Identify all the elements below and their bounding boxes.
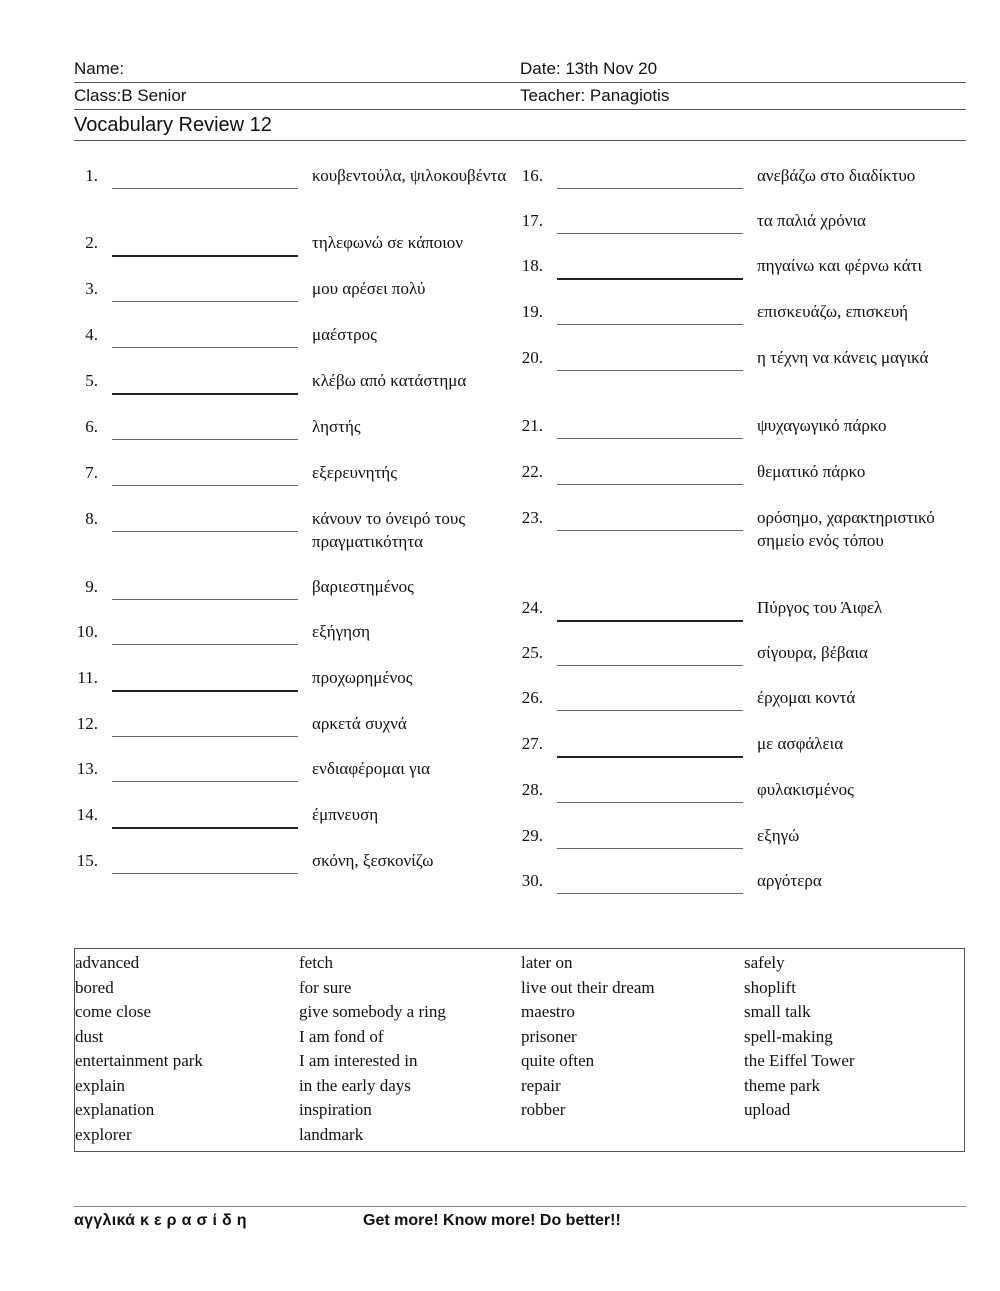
answer-blank[interactable] [112,690,298,692]
word-bank-entry: later on [521,953,573,972]
question-item [519,461,959,507]
name-label: Name: [74,59,125,78]
question-number: 23. [521,508,543,527]
question-item [519,779,959,825]
answer-blank[interactable] [112,485,298,486]
question-number: 25. [521,643,543,662]
question-number: 12. [76,714,98,733]
question-item [74,370,514,416]
question-number: 14. [76,805,98,824]
question-item [74,804,514,850]
question-item [74,324,514,370]
question-number: 16. [521,166,543,185]
question-item [74,278,514,324]
question-item [74,758,514,804]
greek-definition: ενδιαφέρομαι για [312,759,431,778]
greek-definition: προχωρημένος [312,668,413,687]
question-number: 20. [521,348,543,367]
question-item [519,255,959,301]
answer-blank[interactable] [112,347,298,348]
word-bank-entry: theme park [744,1075,820,1095]
question-number: 9. [85,577,98,596]
word-bank [74,948,965,1152]
question-item [519,165,959,210]
question-item [74,232,514,278]
header-row-name-date [74,56,966,83]
question-number: 18. [521,256,543,275]
word-bank-entry: dust [75,1026,104,1046]
question-item [74,165,514,232]
greek-definition: έμπνευση [312,805,379,824]
question-number: 7. [85,463,98,482]
question-item [74,850,514,896]
answer-blank[interactable] [557,848,743,849]
greek-definition: θεματικό πάρκο [757,462,866,481]
answer-blank[interactable] [112,644,298,645]
class-label: Class:B Senior [74,86,187,105]
question-number: 11. [77,668,98,687]
question-number: 5. [85,371,98,390]
question-item [74,508,514,576]
question-item [519,210,959,255]
answer-blank[interactable] [557,530,743,531]
greek-definition: κουβεντούλα, ψιλοκουβέντα [312,166,507,185]
question-item [519,687,959,733]
left-question-column [74,165,514,896]
word-bank-entry: quite often [521,1051,595,1070]
word-bank-entry: entertainment park [75,1051,203,1070]
question-number: 24. [521,598,543,617]
word-bank-entry: I am fond of [299,1026,384,1046]
greek-definition: σίγουρα, βέβαια [757,643,868,662]
greek-definition: η τέχνη να κάνεις μαγικά [757,348,929,367]
question-number: 19. [521,302,543,321]
answer-blank[interactable] [112,531,298,532]
footer-brand: αγγλικά κ ε ρ α σ ί δ η [74,1212,247,1229]
word-bank-entry: I am interested in [299,1051,418,1070]
question-number: 3. [85,279,98,298]
question-item [74,713,514,758]
question-number: 26. [521,688,543,707]
question-number: 17. [521,211,543,230]
word-bank-entry: upload [744,1100,791,1119]
question-number: 4. [85,325,98,344]
greek-definition: τα παλιά χρόνια [757,211,866,230]
question-number: 27. [521,734,543,753]
question-item [519,825,959,870]
word-bank-entry: advanced [75,953,140,972]
answer-blank[interactable] [557,756,743,758]
answer-blank[interactable] [557,233,743,234]
question-number: 10. [76,622,98,641]
question-number: 28. [521,780,543,799]
answer-blank[interactable] [557,802,743,803]
worksheet-header [74,56,966,141]
question-number: 2. [85,233,98,252]
word-bank-entry: explorer [75,1124,132,1144]
greek-definition: αργότερα [757,871,822,890]
greek-definition: πηγαίνω και φέρνω κάτι [757,256,923,275]
worksheet-title: Vocabulary Review 12 [74,114,272,136]
question-item [519,301,959,347]
question-number: 15. [76,851,98,870]
question-number: 1. [85,166,98,185]
word-bank-entry: explain [75,1075,126,1095]
question-item [74,667,514,713]
answer-blank[interactable] [557,710,743,711]
answer-blank[interactable] [112,599,298,600]
word-bank-entry: come close [75,1002,151,1021]
footer-divider [74,1206,966,1207]
teacher-label: Teacher: Panagiotis [520,86,670,105]
word-bank-entry: inspiration [299,1100,372,1119]
greek-definition: κλέβω από κατάστημα [312,371,467,390]
answer-blank[interactable] [557,438,743,439]
word-bank-entry: small talk [744,1002,811,1021]
question-item [519,733,959,779]
question-number: 6. [85,417,98,436]
question-item [519,507,959,597]
word-bank-entry: landmark [299,1124,364,1144]
answer-blank[interactable] [112,255,298,257]
word-bank-column [521,951,655,1123]
word-bank-entry: robber [521,1100,566,1119]
right-question-column [519,165,959,915]
word-bank-entry: repair [521,1075,561,1095]
answer-blank[interactable] [112,439,298,440]
answer-blank[interactable] [112,393,298,395]
answer-blank[interactable] [557,324,743,325]
question-item [519,642,959,687]
word-bank-entry: for sure [299,977,352,997]
question-number: 13. [76,759,98,778]
word-bank-entry: shoplift [744,977,796,997]
greek-definition: αρκετά συχνά [312,714,407,733]
greek-definition: μαέστρος [312,325,377,344]
greek-definition: ορόσημο, χαρακτηριστικό σημείο ενός τόπου [757,508,935,550]
answer-blank[interactable] [112,188,298,189]
answer-blank[interactable] [557,188,743,189]
answer-blank[interactable] [557,620,743,622]
word-bank-entry: bored [75,977,114,997]
answer-blank[interactable] [112,781,298,782]
greek-definition: εξήγηση [312,622,371,641]
answer-blank[interactable] [557,893,743,894]
word-bank-entry: spell-making [744,1026,833,1046]
word-bank-entry: live out their dream [521,977,655,997]
footer-slogan: Get more! Know more! Do better!! [363,1212,621,1229]
greek-definition: με ασφάλεια [757,734,844,753]
word-bank-entry: safely [744,953,785,972]
question-item [519,870,959,915]
word-bank-column [744,951,855,1123]
answer-blank[interactable] [557,370,743,371]
greek-definition: σκόνη, ξεσκονίζω [312,851,434,870]
question-item [74,462,514,508]
word-bank-column [75,951,203,1147]
greek-definition: Πύργος του Άιφελ [757,598,883,617]
word-bank-entry: maestro [521,1002,575,1021]
word-bank-column [299,951,446,1147]
answer-blank[interactable] [112,827,298,829]
greek-definition: τηλεφωνώ σε κάποιον [312,233,463,252]
header-row-class-teacher [74,83,966,110]
greek-definition: ληστής [312,417,361,436]
question-item [519,347,959,415]
greek-definition: βαριεστημένος [312,577,414,596]
question-item [74,621,514,667]
answer-blank[interactable] [112,873,298,874]
word-bank-entry: prisoner [521,1026,577,1046]
greek-definition: επισκευάζω, επισκευή [757,302,909,321]
answer-blank[interactable] [112,301,298,302]
greek-definition: ανεβάζω στο διαδίκτυο [757,166,916,185]
header-row-title [74,110,966,141]
greek-definition: φυλακισμένος [757,780,854,799]
word-bank-entry: the Eiffel Tower [744,1051,855,1070]
question-number: 30. [521,871,543,890]
question-item [519,597,959,642]
question-number: 21. [521,416,543,435]
greek-definition: μου αρέσει πολύ [312,279,426,298]
answer-blank[interactable] [557,665,743,666]
greek-definition: εξερευνητής [312,463,397,482]
answer-blank[interactable] [112,736,298,737]
question-number: 29. [521,826,543,845]
word-bank-entry: explanation [75,1100,155,1119]
answer-blank[interactable] [557,278,743,280]
word-bank-entry: give somebody a ring [299,1002,446,1021]
question-item [519,415,959,461]
question-number: 8. [85,509,98,528]
answer-blank[interactable] [557,484,743,485]
greek-definition: εξηγώ [757,826,800,845]
greek-definition: έρχομαι κοντά [757,688,856,707]
greek-definition: κάνουν το όνειρό τους πραγματικότητα [312,509,466,551]
greek-definition: ψυχαγωγικό πάρκο [757,416,887,435]
question-item [74,416,514,462]
word-bank-entry: fetch [299,953,333,972]
question-number: 22. [521,462,543,481]
question-item [74,576,514,621]
date-label: Date: 13th Nov 20 [520,59,658,78]
word-bank-entry: in the early days [299,1075,411,1095]
